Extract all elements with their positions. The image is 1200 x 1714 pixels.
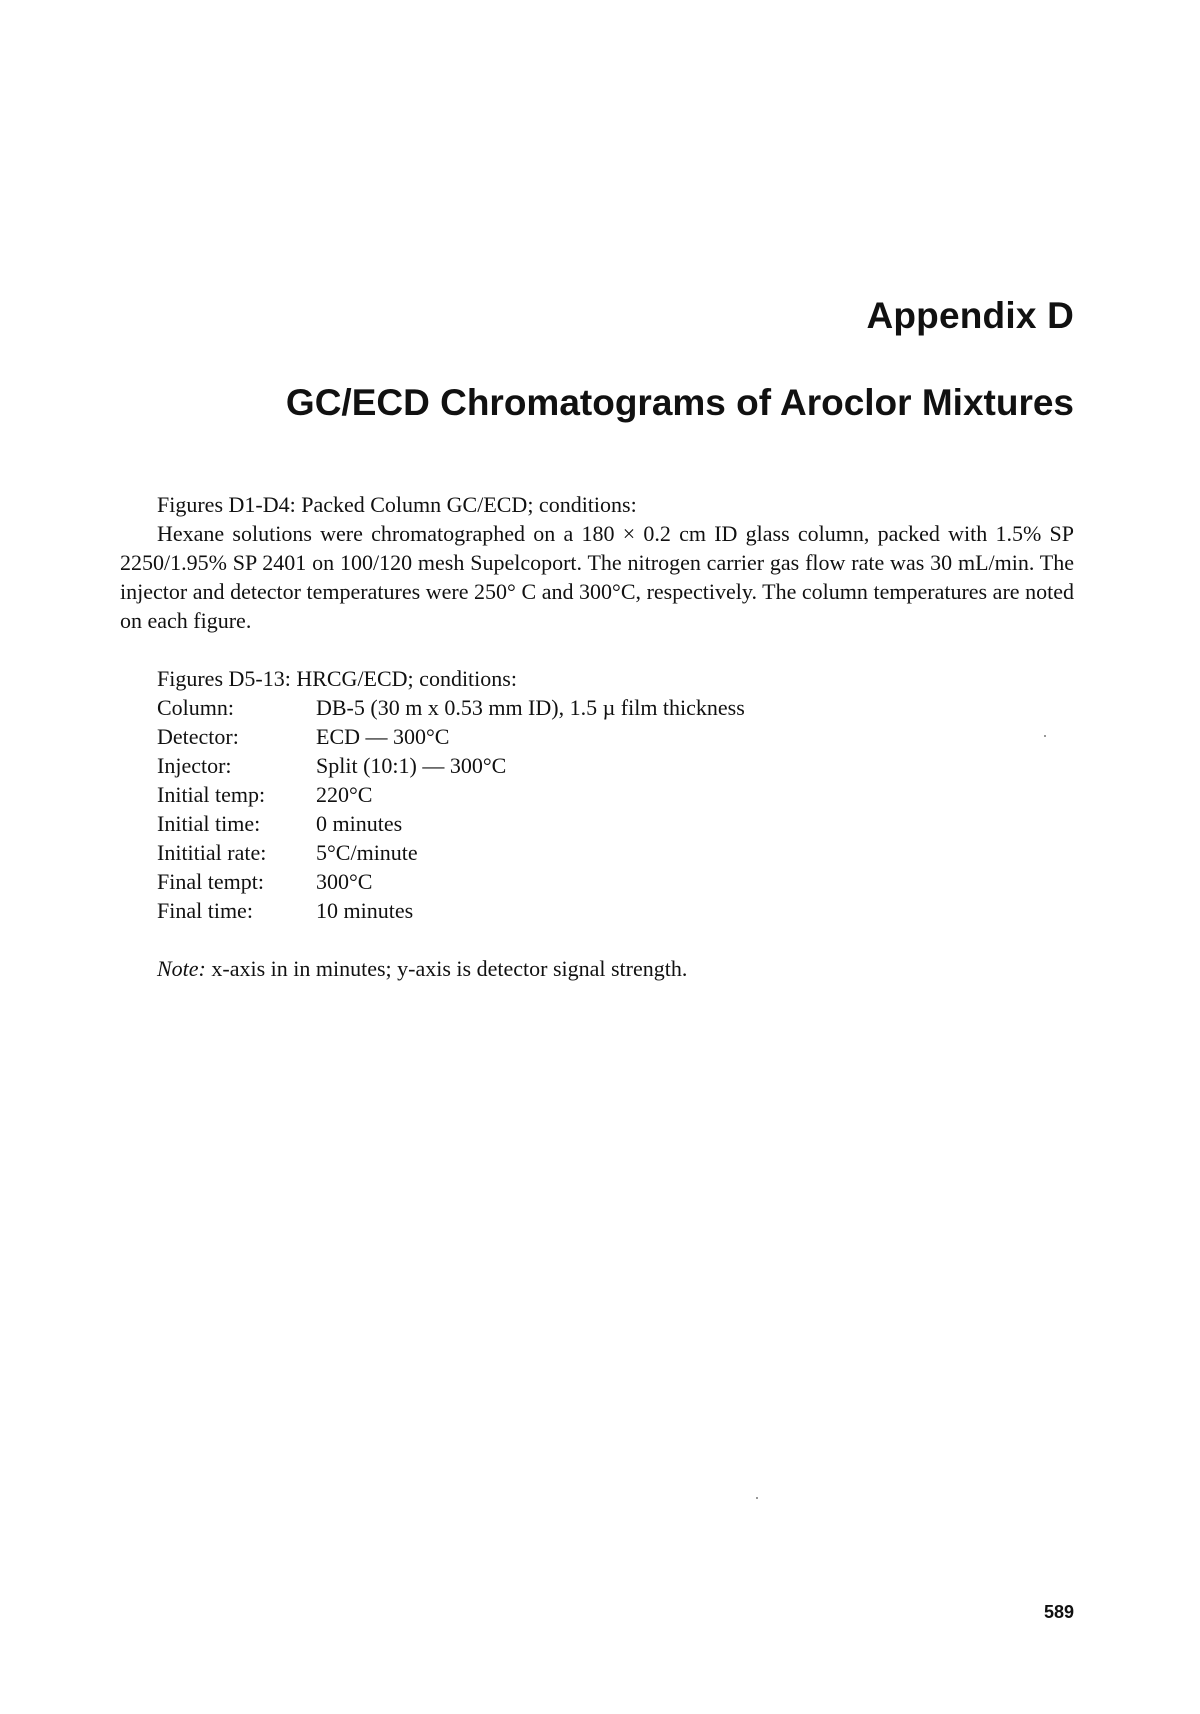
condition-label: Final time: bbox=[157, 898, 253, 923]
scan-speck bbox=[756, 1497, 758, 1499]
note-label: Note: bbox=[157, 956, 206, 981]
condition-label: Inititial rate: bbox=[157, 840, 267, 865]
condition-value: DB-5 (30 m x 0.53 mm ID), 1.5 µ film thickness bbox=[316, 695, 745, 720]
appendix-label: Appendix D bbox=[866, 295, 1074, 336]
condition-label: Injector: bbox=[157, 753, 232, 778]
axis-note bbox=[157, 954, 687, 983]
packed-column-paragraph: Hexane solutions were chromatographed on a 180 × 0.2 cm ID glass column, packed with 1.5% SP 2250/1.95% SP 2401 on 100/120 mesh Supelcoport. The nitrogen carrier gas flow rate was 30 mL/min. The injector and detector temperatures were 250° C and 300°C, respectively. The column temperatures are noted on each figure. bbox=[120, 521, 1074, 633]
condition-label: Detector: bbox=[157, 724, 239, 749]
hrcg-section bbox=[157, 664, 1074, 925]
condition-label: Final tempt: bbox=[157, 869, 264, 894]
condition-row-initial-temp bbox=[157, 780, 1074, 809]
condition-row-initial-rate bbox=[157, 838, 1074, 867]
condition-row-initial-time bbox=[157, 809, 1074, 838]
condition-value: ECD — 300°C bbox=[316, 724, 450, 749]
condition-value: 0 minutes bbox=[316, 811, 403, 836]
condition-label: Initial temp: bbox=[157, 782, 266, 807]
note-text: x-axis in in minutes; y-axis is detector signal strength. bbox=[211, 956, 688, 981]
condition-value: 220°C bbox=[316, 782, 373, 807]
packed-column-heading: Figures D1-D4: Packed Column GC/ECD; conditions: bbox=[157, 492, 637, 517]
condition-label: Initial time: bbox=[157, 811, 261, 836]
page-number: 589 bbox=[1043, 1602, 1074, 1622]
packed-column-section bbox=[120, 490, 1074, 635]
condition-value: Split (10:1) — 300°C bbox=[316, 753, 507, 778]
condition-value: 5°C/minute bbox=[316, 840, 418, 865]
condition-value: 300°C bbox=[316, 869, 373, 894]
condition-row-detector bbox=[157, 722, 1074, 751]
hrcg-heading: Figures D5-13: HRCG/ECD; conditions: bbox=[157, 666, 517, 691]
condition-row-final-temp bbox=[157, 867, 1074, 896]
condition-row-final-time bbox=[157, 896, 1074, 925]
condition-label: Column: bbox=[157, 695, 235, 720]
scan-speck bbox=[1044, 735, 1046, 737]
condition-value: 10 minutes bbox=[316, 898, 414, 923]
appendix-title: GC/ECD Chromatograms of Aroclor Mixtures bbox=[285, 382, 1074, 423]
condition-row-injector bbox=[157, 751, 1074, 780]
condition-row-column bbox=[157, 693, 1074, 722]
